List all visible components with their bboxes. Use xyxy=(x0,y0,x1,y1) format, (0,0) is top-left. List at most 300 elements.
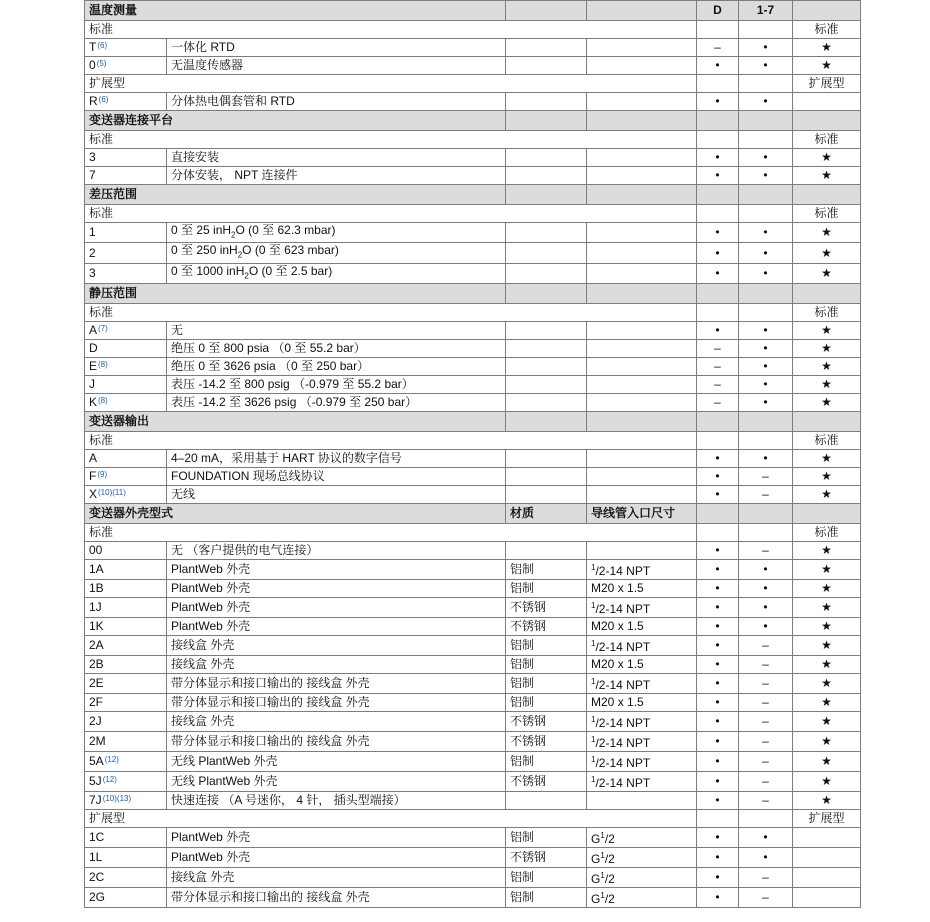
standard-mark: ★ xyxy=(793,167,861,185)
standard-mark xyxy=(793,848,861,868)
table-row xyxy=(85,792,861,810)
table-row xyxy=(85,772,861,792)
conduit-fraction: 1 xyxy=(591,563,596,573)
standard-mark: ★ xyxy=(793,636,861,656)
availability-d: • xyxy=(697,223,739,243)
availability-d: • xyxy=(697,149,739,167)
group-header-row xyxy=(85,205,861,223)
group-d-cell xyxy=(697,75,739,93)
availability-d: • xyxy=(697,656,739,674)
table-row xyxy=(85,358,861,376)
availability-column-header xyxy=(793,412,861,432)
column-1-7-header xyxy=(739,284,793,304)
availability-d: • xyxy=(697,167,739,185)
standard-mark: ★ xyxy=(793,486,861,504)
conduit-fraction: 1 xyxy=(591,735,596,745)
standard-mark: ★ xyxy=(793,694,861,712)
standard-mark: ★ xyxy=(793,792,861,810)
conduit-fraction: 1 xyxy=(591,775,596,785)
column-d-header: D xyxy=(697,1,739,21)
desc-text: 快速连接 （A 号迷你， 4 针， 插头型端接） xyxy=(171,793,406,808)
desc-subscript: 2 xyxy=(231,230,236,240)
conduit-size xyxy=(587,674,697,694)
option-description xyxy=(167,39,506,57)
conduit-prefix: G xyxy=(591,832,601,847)
availability-1-7: • xyxy=(739,560,793,580)
conduit-size xyxy=(587,468,697,486)
option-code xyxy=(85,340,167,358)
table-row xyxy=(85,149,861,167)
option-description xyxy=(167,149,506,167)
table-row xyxy=(85,656,861,674)
conduit-size xyxy=(587,888,697,908)
standard-mark: ★ xyxy=(793,712,861,732)
availability-column-header xyxy=(793,1,861,21)
conduit-text: /2-14 NPT xyxy=(595,602,651,617)
option-code xyxy=(85,486,167,504)
desc-subscript: 2 xyxy=(237,250,243,260)
code-text: 3 xyxy=(89,265,96,280)
group-header-row xyxy=(85,21,861,39)
conduit-size xyxy=(587,560,697,580)
conduit-size xyxy=(587,542,697,560)
option-description xyxy=(167,486,506,504)
conduit-size xyxy=(587,243,697,263)
standard-mark: ★ xyxy=(793,39,861,57)
conduit-size xyxy=(587,450,697,468)
material: 不锈钢 xyxy=(506,598,587,618)
availability-column-header xyxy=(793,504,861,524)
material-column-header xyxy=(506,1,587,21)
footnote-ref: (6) xyxy=(98,95,109,104)
conduit-prefix: G xyxy=(591,872,601,887)
availability-d: • xyxy=(697,93,739,111)
code-text: 2M xyxy=(89,734,106,749)
standard-mark xyxy=(793,888,861,908)
footnote-ref: (8) xyxy=(98,396,108,406)
material xyxy=(506,167,587,185)
option-code xyxy=(85,792,167,810)
group-label: 标准 xyxy=(85,524,697,542)
table-row xyxy=(85,580,861,598)
group-1-7-cell xyxy=(739,21,793,39)
group-tag: 标准 xyxy=(793,304,861,322)
availability-d: • xyxy=(697,598,739,618)
column-1-7-header: 1-7 xyxy=(739,1,793,21)
availability-1-7: – xyxy=(739,752,793,772)
availability-1-7: • xyxy=(739,243,793,263)
code-text: 5J xyxy=(89,774,102,789)
group-d-cell xyxy=(697,810,739,828)
material xyxy=(506,792,587,810)
option-description xyxy=(167,93,506,111)
group-1-7-cell xyxy=(739,524,793,542)
table-row xyxy=(85,57,861,75)
option-code xyxy=(85,394,167,412)
code-text: 00 xyxy=(89,543,103,558)
availability-d: • xyxy=(697,772,739,792)
group-label: 标准 xyxy=(85,432,697,450)
group-1-7-cell xyxy=(739,205,793,223)
group-tag: 标准 xyxy=(793,21,861,39)
conduit-prefix: G xyxy=(591,852,601,867)
code-text: E xyxy=(89,359,98,374)
standard-mark: ★ xyxy=(793,732,861,752)
availability-column-header xyxy=(793,284,861,304)
desc-text: FOUNDATION 现场总线协议 xyxy=(171,469,325,484)
table-row xyxy=(85,243,861,263)
desc-text: 一体化 RTD xyxy=(171,40,235,54)
conduit-text: /2-14 NPT xyxy=(595,776,651,791)
option-code xyxy=(85,868,167,888)
conduit-size xyxy=(587,694,697,712)
material xyxy=(506,39,587,57)
option-description xyxy=(167,848,506,868)
conduit-size xyxy=(587,358,697,376)
material xyxy=(506,468,587,486)
material xyxy=(506,450,587,468)
standard-mark: ★ xyxy=(793,772,861,792)
option-code xyxy=(85,636,167,656)
desc-text: 接线盒 外壳 xyxy=(171,638,235,653)
availability-d: • xyxy=(697,560,739,580)
column-1-7-header xyxy=(739,504,793,524)
group-tag: 扩展型 xyxy=(793,810,861,828)
code-text: 2A xyxy=(89,638,104,653)
material xyxy=(506,358,587,376)
conduit-text: M20 x 1.5 xyxy=(591,695,644,710)
availability-1-7: – xyxy=(739,656,793,674)
availability-d: • xyxy=(697,618,739,636)
table-row xyxy=(85,263,861,283)
desc-text: 绝压 0 至 800 psia （0 至 55.2 bar） xyxy=(171,341,366,356)
availability-1-7: • xyxy=(739,167,793,185)
material: 铝制 xyxy=(506,580,587,598)
conduit-text: M20 x 1.5 xyxy=(591,581,644,596)
group-d-cell xyxy=(697,205,739,223)
availability-1-7: • xyxy=(739,263,793,283)
standard-mark: ★ xyxy=(793,598,861,618)
conduit-fraction: 1 xyxy=(600,851,605,861)
standard-mark: ★ xyxy=(793,674,861,694)
desc-post: O (0 至 623 mbar) xyxy=(242,243,339,258)
code-text: 1C xyxy=(89,830,105,845)
group-1-7-cell xyxy=(739,810,793,828)
standard-mark: ★ xyxy=(793,263,861,283)
option-code xyxy=(85,752,167,772)
code-text: R xyxy=(89,94,98,108)
conduit-fraction: 1 xyxy=(591,715,596,725)
table-row xyxy=(85,486,861,504)
table-row xyxy=(85,560,861,580)
material-column-header xyxy=(506,284,587,304)
availability-1-7: – xyxy=(739,868,793,888)
availability-1-7: – xyxy=(739,732,793,752)
desc-text: 接线盒 外壳 xyxy=(171,870,235,885)
footnote-ref: (9) xyxy=(97,470,108,480)
conduit-size xyxy=(587,848,697,868)
availability-1-7: – xyxy=(739,636,793,656)
option-description xyxy=(167,560,506,580)
option-code xyxy=(85,772,167,792)
availability-d: – xyxy=(697,394,739,412)
column-d-header xyxy=(697,412,739,432)
availability-1-7: • xyxy=(739,618,793,636)
group-label: 扩展型 xyxy=(85,810,697,828)
standard-mark: ★ xyxy=(793,656,861,674)
availability-d: • xyxy=(697,468,739,486)
standard-mark: ★ xyxy=(793,468,861,486)
column-1-7-header xyxy=(739,412,793,432)
availability-1-7: – xyxy=(739,712,793,732)
standard-mark: ★ xyxy=(793,358,861,376)
availability-d: • xyxy=(697,636,739,656)
conduit-text: /2-14 NPT xyxy=(595,678,651,693)
conduit-column-header xyxy=(587,284,697,304)
option-description xyxy=(167,468,506,486)
group-d-cell xyxy=(697,304,739,322)
column-1-7-header xyxy=(739,185,793,205)
availability-d: • xyxy=(697,486,739,504)
conduit-size xyxy=(587,322,697,340)
conduit-size xyxy=(587,340,697,358)
material: 不锈钢 xyxy=(506,732,587,752)
desc-text: 接线盒 外壳 xyxy=(171,714,235,729)
desc-text: 带分体显示和接口输出的 接线盒 外壳 xyxy=(171,734,370,749)
standard-mark xyxy=(793,828,861,848)
desc-text: PlantWeb 外壳 xyxy=(171,830,251,845)
table-row xyxy=(85,674,861,694)
section-title: 变送器输出 xyxy=(85,412,506,432)
option-description xyxy=(167,792,506,810)
material xyxy=(506,376,587,394)
desc-text: PlantWeb 外壳 xyxy=(171,562,251,577)
standard-mark: ★ xyxy=(793,394,861,412)
desc-pre: 0 至 250 inH xyxy=(171,243,238,258)
footnote-ref: (10)(11) xyxy=(98,488,126,498)
conduit-size xyxy=(587,732,697,752)
code-text: 7J xyxy=(89,793,102,808)
group-label: 标准 xyxy=(85,21,697,39)
option-description xyxy=(167,598,506,618)
desc-text: PlantWeb 外壳 xyxy=(171,619,251,634)
standard-mark: ★ xyxy=(793,450,861,468)
conduit-fraction: 1 xyxy=(591,755,596,765)
availability-1-7: • xyxy=(739,93,793,111)
material xyxy=(506,394,587,412)
option-code xyxy=(85,223,167,243)
conduit-size xyxy=(587,656,697,674)
conduit-size xyxy=(587,636,697,656)
availability-1-7: – xyxy=(739,694,793,712)
material: 不锈钢 xyxy=(506,712,587,732)
option-code xyxy=(85,694,167,712)
option-description xyxy=(167,580,506,598)
availability-1-7: – xyxy=(739,792,793,810)
option-code xyxy=(85,243,167,263)
code-text: 1B xyxy=(89,581,104,596)
material-column-header xyxy=(506,185,587,205)
table-row xyxy=(85,828,861,848)
group-d-cell xyxy=(697,21,739,39)
option-code xyxy=(85,674,167,694)
conduit-text: /2-14 NPT xyxy=(595,564,651,579)
material: 铝制 xyxy=(506,560,587,580)
code-text: F xyxy=(89,469,97,484)
conduit-size xyxy=(587,149,697,167)
availability-d: • xyxy=(697,263,739,283)
availability-1-7: • xyxy=(739,376,793,394)
option-description xyxy=(167,263,506,283)
conduit-prefix: G xyxy=(591,892,601,907)
table-row xyxy=(85,223,861,243)
conduit-size xyxy=(587,772,697,792)
code-text: D xyxy=(89,341,98,356)
code-text: 1A xyxy=(89,562,104,577)
availability-1-7: • xyxy=(739,450,793,468)
option-code xyxy=(85,322,167,340)
availability-d: • xyxy=(697,868,739,888)
availability-1-7: • xyxy=(739,39,793,57)
option-code xyxy=(85,598,167,618)
code-text: A xyxy=(89,323,98,338)
standard-mark: ★ xyxy=(793,243,861,263)
option-description xyxy=(167,636,506,656)
conduit-fraction: 1 xyxy=(591,601,596,611)
availability-d: • xyxy=(697,828,739,848)
code-text: 2B xyxy=(89,657,104,672)
option-description xyxy=(167,752,506,772)
desc-subscript: 2 xyxy=(244,271,249,281)
group-tag: 扩展型 xyxy=(793,75,861,93)
material: 铝制 xyxy=(506,868,587,888)
section-header-row xyxy=(85,1,861,21)
conduit-size xyxy=(587,263,697,283)
availability-1-7: • xyxy=(739,57,793,75)
availability-column-header xyxy=(793,111,861,131)
footnote-ref: (7) xyxy=(98,324,108,334)
code-text: 2 xyxy=(89,245,96,260)
group-header-row xyxy=(85,810,861,828)
desc-pre: 0 至 25 inH xyxy=(171,223,232,237)
section-header-row xyxy=(85,412,861,432)
code-text: J xyxy=(89,377,95,392)
standard-mark: ★ xyxy=(793,560,861,580)
column-1-7-header xyxy=(739,111,793,131)
standard-mark: ★ xyxy=(793,376,861,394)
section-header-row xyxy=(85,111,861,131)
group-tag: 标准 xyxy=(793,131,861,149)
option-code xyxy=(85,149,167,167)
standard-mark: ★ xyxy=(793,223,861,243)
material: 不锈钢 xyxy=(506,772,587,792)
code-text: 1J xyxy=(89,600,102,615)
conduit-size xyxy=(587,618,697,636)
conduit-size xyxy=(587,394,697,412)
desc-text: 无 xyxy=(171,323,184,338)
group-d-cell xyxy=(697,524,739,542)
desc-text: PlantWeb 外壳 xyxy=(171,600,251,615)
desc-text: 带分体显示和接口输出的 接线盒 外壳 xyxy=(171,890,370,905)
availability-d: • xyxy=(697,580,739,598)
availability-1-7: • xyxy=(739,394,793,412)
option-code xyxy=(85,542,167,560)
group-label: 标准 xyxy=(85,205,697,223)
group-1-7-cell xyxy=(739,432,793,450)
material: 铝制 xyxy=(506,674,587,694)
conduit-text: /2-14 NPT xyxy=(595,736,651,751)
option-description xyxy=(167,868,506,888)
option-description xyxy=(167,712,506,732)
footnote-ref: (8) xyxy=(98,360,108,370)
table-body xyxy=(85,1,861,908)
availability-d: • xyxy=(697,674,739,694)
conduit-text: M20 x 1.5 xyxy=(591,657,644,672)
material: 铝制 xyxy=(506,888,587,908)
table-row xyxy=(85,340,861,358)
conduit-column-header xyxy=(587,111,697,131)
availability-1-7: – xyxy=(739,772,793,792)
column-d-header xyxy=(697,111,739,131)
conduit-size xyxy=(587,39,697,57)
option-description xyxy=(167,542,506,560)
table-row xyxy=(85,712,861,732)
conduit-text: /2-14 NPT xyxy=(595,640,651,655)
material: 铝制 xyxy=(506,752,587,772)
group-label: 扩展型 xyxy=(85,75,697,93)
option-description xyxy=(167,376,506,394)
option-code xyxy=(85,358,167,376)
standard-mark: ★ xyxy=(793,340,861,358)
option-code xyxy=(85,848,167,868)
code-text: 2G xyxy=(89,890,106,905)
code-text: 2F xyxy=(89,695,104,710)
column-d-header xyxy=(697,284,739,304)
availability-d: • xyxy=(697,848,739,868)
conduit-size xyxy=(587,223,697,243)
standard-mark: ★ xyxy=(793,618,861,636)
option-code xyxy=(85,450,167,468)
conduit-column-header xyxy=(587,412,697,432)
availability-1-7: – xyxy=(739,468,793,486)
material-column-header xyxy=(506,412,587,432)
conduit-column-header xyxy=(587,1,697,21)
material xyxy=(506,542,587,560)
conduit-size xyxy=(587,580,697,598)
option-code xyxy=(85,888,167,908)
conduit-size xyxy=(587,486,697,504)
code-text: T xyxy=(89,40,97,54)
material xyxy=(506,93,587,111)
group-d-cell xyxy=(697,131,739,149)
availability-d: – xyxy=(697,39,739,57)
table-row xyxy=(85,694,861,712)
table-row xyxy=(85,39,861,57)
code-text: 0 xyxy=(89,58,96,72)
section-title: 静压范围 xyxy=(85,284,506,304)
availability-1-7: – xyxy=(739,674,793,694)
desc-text: 分体安装， NPT 连接件 xyxy=(171,168,298,182)
section-title: 温度测量 xyxy=(85,1,506,21)
availability-column-header xyxy=(793,185,861,205)
availability-d: • xyxy=(697,752,739,772)
group-tag: 标准 xyxy=(793,205,861,223)
option-description xyxy=(167,57,506,75)
desc-text: 无 （客户提供的电气连接） xyxy=(171,543,319,558)
availability-1-7: – xyxy=(739,486,793,504)
material xyxy=(506,149,587,167)
option-description xyxy=(167,358,506,376)
